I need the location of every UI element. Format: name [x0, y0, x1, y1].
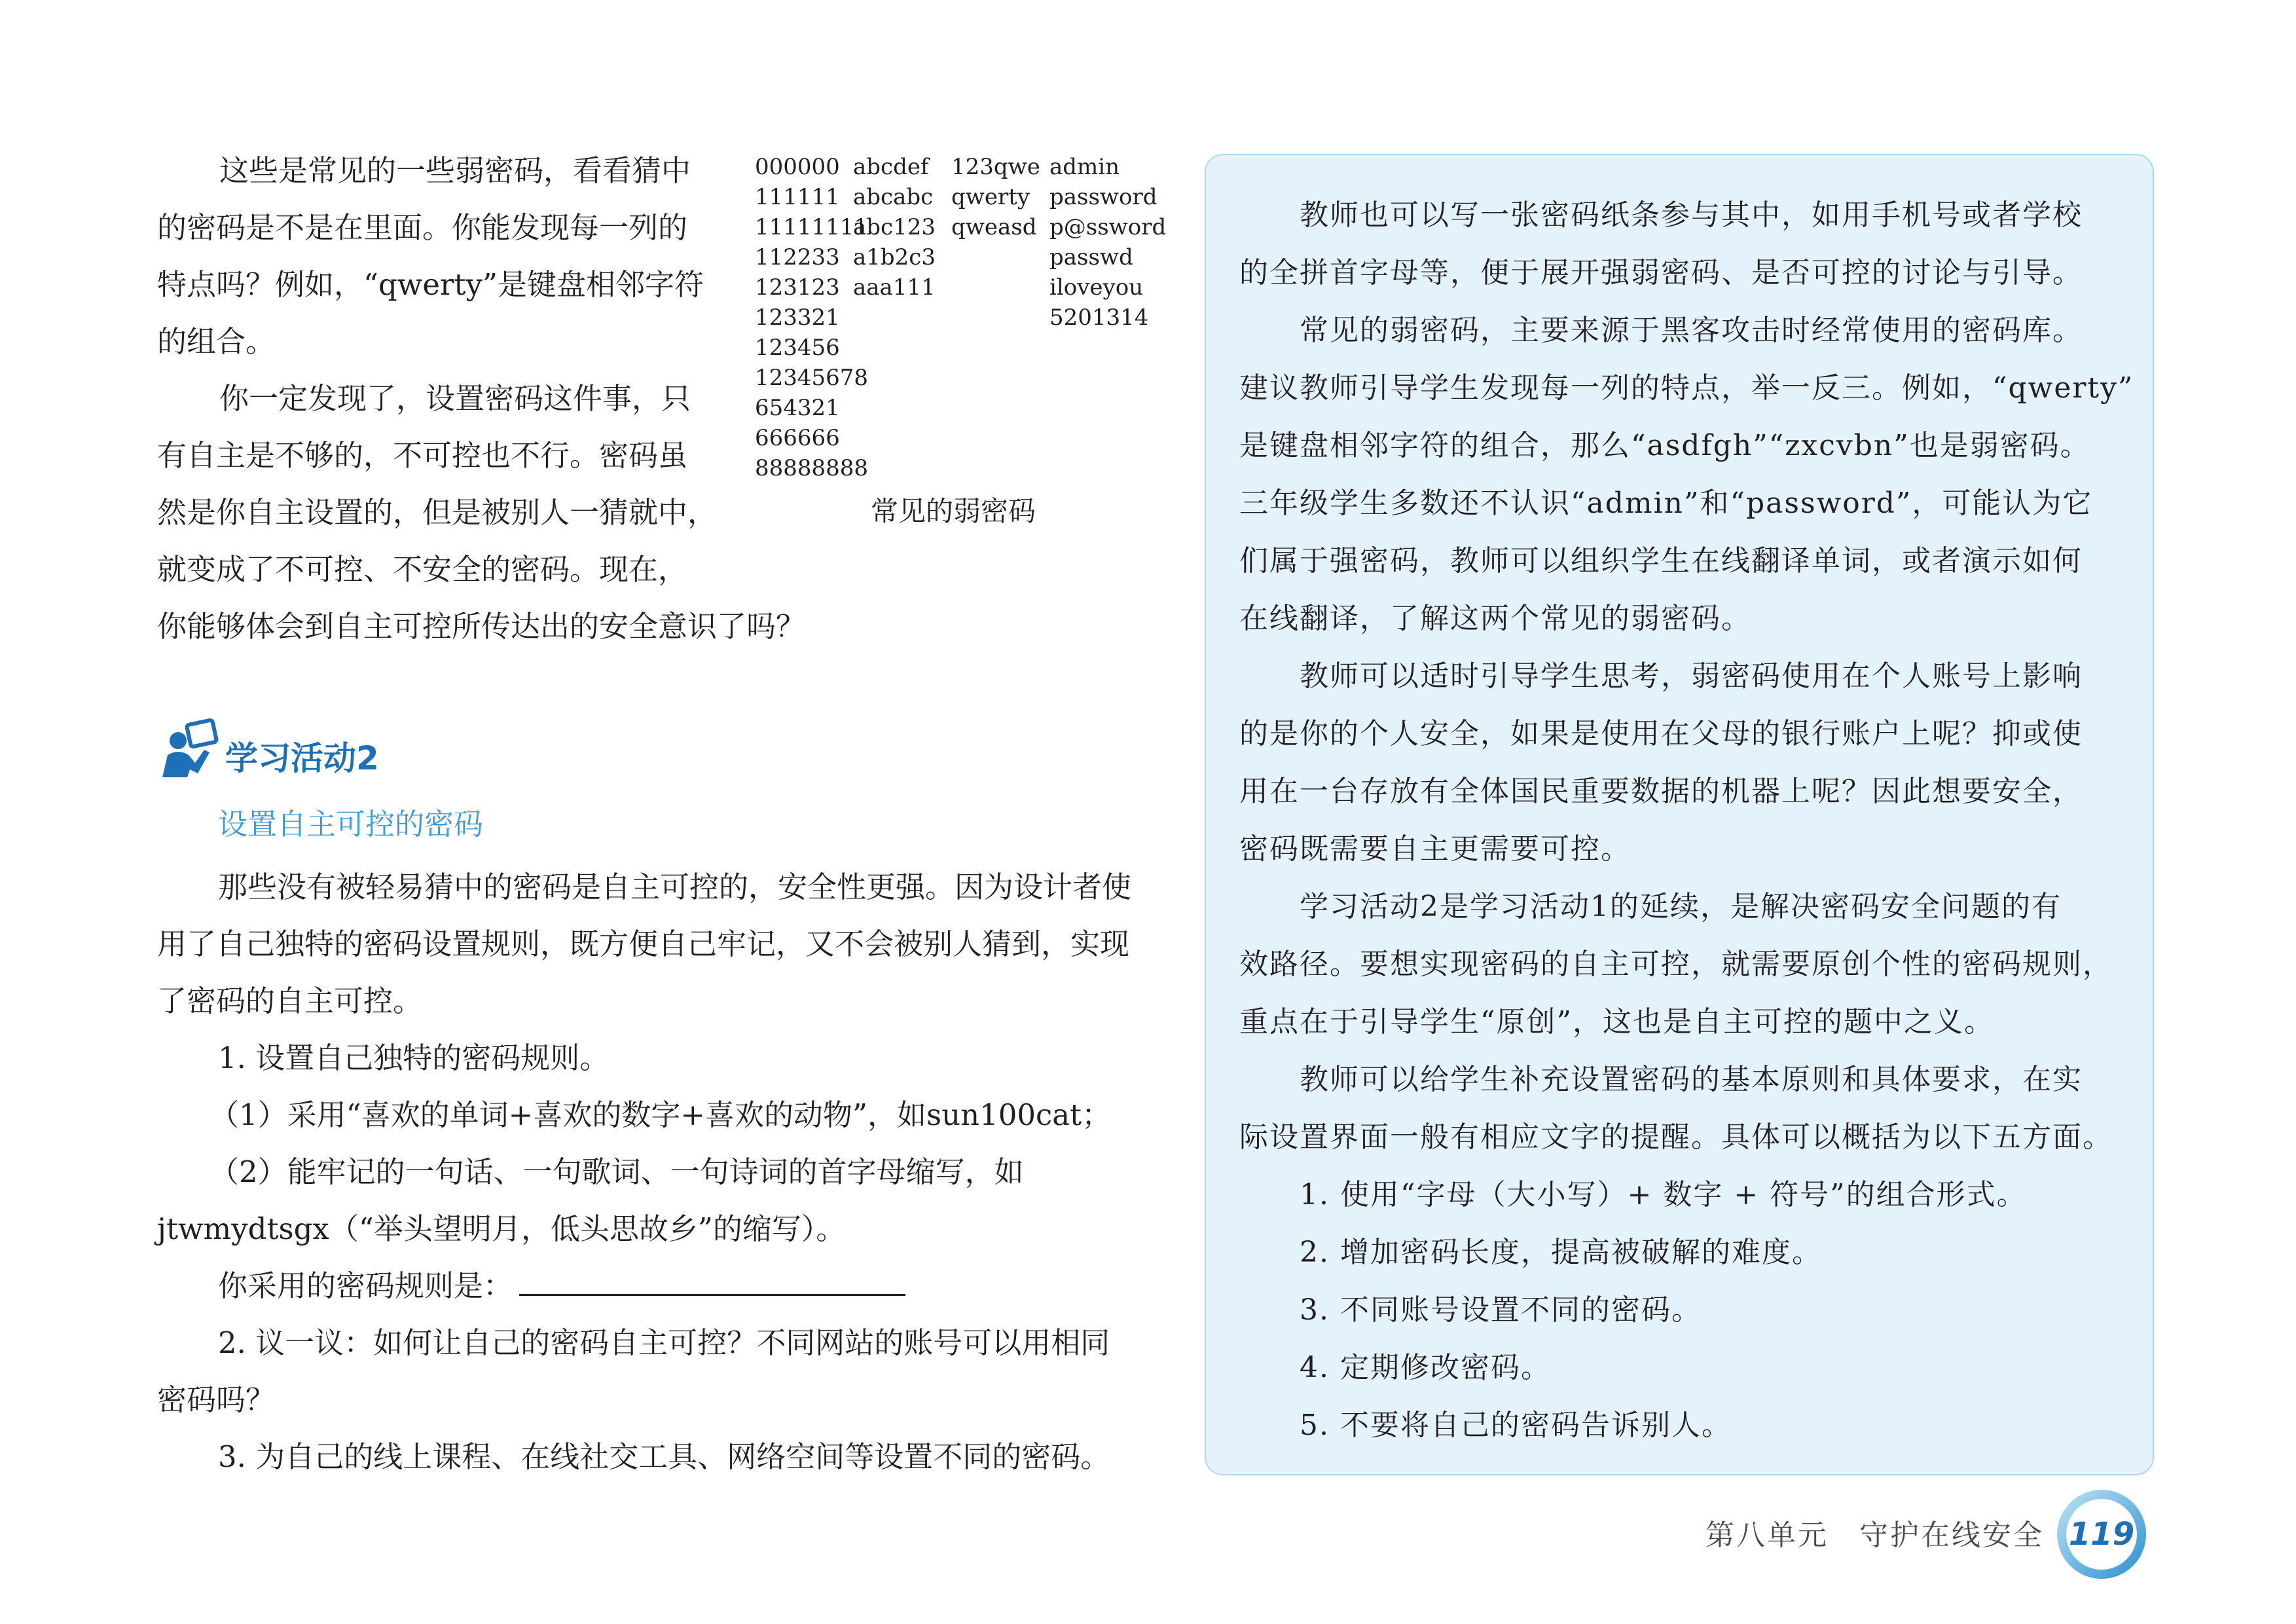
password-item: a1b2c3 — [853, 244, 936, 270]
password-item: abcabc — [853, 184, 934, 210]
intro-line-4: 的组合。 — [157, 324, 276, 359]
note-line: 学习活动2是学习活动1的延续，是解决密码安全问题的有 — [1300, 890, 2062, 923]
password-item: 666666 — [755, 425, 840, 451]
intro-line-1: 这些是常见的一些弱密码，看看猜中 — [219, 153, 691, 188]
note-line: 密码既需要自主更需要可控。 — [1239, 832, 1631, 866]
password-item: abcdef — [853, 154, 929, 180]
password-item: 111111 — [755, 184, 840, 210]
activity-line-3: 了密码的自主可控。 — [157, 984, 423, 1018]
rule-heading: 1. 设置自己独特的密码规则。 — [218, 1041, 610, 1075]
rule-example-2: （2）能牢记的一句话、一句歌词、一句诗词的首字母缩写，如 — [210, 1154, 1024, 1189]
password-item: password — [1049, 184, 1157, 210]
note-list-item: 5. 不要将自己的密码告诉别人。 — [1300, 1409, 1732, 1442]
discussion-line-1: 2. 议一议：如何让自己的密码自主可控？不同网站的账号可以用相同 — [218, 1325, 1110, 1360]
insight-line-5: 你能够体会到自主可控所传达出的安全意识了吗？ — [157, 609, 806, 644]
password-item: 12345678 — [755, 365, 869, 391]
note-line: 际设置界面一般有相应文字的提醒。具体可以概括为以下五方面。 — [1239, 1120, 2113, 1154]
note-line: 用在一台存放有全体国民重要数据的机器上呢？因此想要安全， — [1239, 775, 2083, 808]
insight-line-3: 然是你自主设置的，但是被别人一猜就中， — [157, 495, 718, 530]
insight-line-1: 你一定发现了，设置密码这件事，只 — [219, 381, 691, 416]
your-rule-label: 你采用的密码规则是： — [218, 1268, 513, 1303]
note-list-item: 1. 使用“字母（大小写）+ 数字 + 符号”的组合形式。 — [1300, 1178, 2027, 1211]
password-item: aaa111 — [853, 274, 936, 301]
password-column-numeric — [755, 152, 868, 483]
password-item: 123qwe — [951, 154, 1040, 180]
footer-unit-title: 第八单元 守护在线安全 — [1705, 1519, 2044, 1552]
password-item: 11111111 — [755, 214, 869, 240]
student-at-board-icon — [156, 717, 221, 783]
password-column-words — [1049, 152, 1166, 333]
intro-line-2: 的密码是不是在里面。你能发现每一列的 — [157, 210, 688, 245]
password-column-keyboard — [951, 152, 1040, 242]
password-item: 5201314 — [1049, 304, 1149, 331]
your-rule-prompt — [218, 1257, 905, 1314]
password-item: 112233 — [755, 244, 840, 270]
note-line: 在线翻译，了解这两个常见的弱密码。 — [1239, 602, 1751, 635]
password-item: 000000 — [755, 154, 840, 180]
teacher-note-box — [1205, 154, 2154, 1475]
note-list-item: 2. 增加密码长度，提高被破解的难度。 — [1300, 1236, 1822, 1269]
insight-line-4: 就变成了不可控、不安全的密码。现在， — [157, 552, 688, 587]
discussion-line-2: 密码吗？ — [157, 1382, 276, 1417]
note-line: 的全拼首字母等，便于展开强弱密码、是否可控的讨论与引导。 — [1239, 256, 2083, 289]
password-item: qweasd — [951, 214, 1037, 240]
password-item: iloveyou — [1049, 274, 1144, 301]
note-list-item: 4. 定期修改密码。 — [1300, 1351, 1551, 1384]
insight-line-2: 有自主是不够的，不可控也不行。密码虽 — [157, 438, 688, 473]
password-item: 123321 — [755, 304, 840, 331]
page-number: 119 — [2068, 1516, 2135, 1553]
password-item: qwerty — [951, 184, 1030, 210]
note-line: 教师可以适时引导学生思考，弱密码使用在个人账号上影响 — [1300, 659, 2083, 693]
your-rule-blank[interactable] — [519, 1268, 905, 1296]
password-item: 654321 — [755, 395, 840, 421]
activity-line-1: 那些没有被轻易猜中的密码是自主可控的，安全性更强。因为设计者使 — [218, 870, 1132, 904]
note-line: 的是你的个人安全，如果是使用在父母的银行账户上呢？抑或使 — [1239, 717, 2083, 750]
password-item: admin — [1049, 154, 1120, 180]
activity-title: 学习活动2 — [225, 739, 379, 777]
rule-example-2-cont: jtwmydtsgx（“举头望明月，低头思故乡”的缩写）。 — [157, 1211, 846, 1246]
note-line: 三年级学生多数还不认识“admin”和“password”，可能认为它 — [1239, 487, 2093, 520]
note-line: 教师可以给学生补充设置密码的基本原则和具体要求，在实 — [1300, 1063, 2083, 1096]
password-item: 123123 — [755, 274, 840, 301]
note-line: 教师也可以写一张密码纸条参与其中，如用手机号或者学校 — [1300, 198, 2083, 232]
activity-subtitle: 设置自主可控的密码 — [218, 807, 484, 841]
note-line: 效路径。要想实现密码的自主可控，就需要原创个性的密码规则， — [1239, 948, 2113, 981]
note-line: 们属于强密码，教师可以组织学生在线翻译单词，或者演示如何 — [1239, 544, 2083, 578]
password-item: abc123 — [853, 214, 936, 240]
note-line: 常见的弱密码，主要来源于黑客攻击时经常使用的密码库。 — [1300, 314, 2083, 347]
password-item: passwd — [1049, 244, 1133, 270]
password-table-caption: 常见的弱密码 — [871, 495, 1036, 527]
password-item: 88888888 — [755, 455, 869, 481]
note-line: 重点在于引导学生“原创”，这也是自主可控的题中之义。 — [1239, 1005, 1994, 1039]
password-item: p@ssword — [1049, 214, 1167, 240]
activity-line-2: 用了自己独特的密码设置规则，既方便自己牢记，又不会被别人猜到，实现 — [157, 927, 1130, 961]
password-column-alpha — [853, 152, 936, 303]
note-line: 是键盘相邻字符的组合，那么“asdfgh”“zxcvbn”也是弱密码。 — [1239, 429, 2090, 462]
rule-example-1: （1）采用“喜欢的单词+喜欢的数字+喜欢的动物”，如sun100cat； — [210, 1098, 1112, 1132]
intro-line-3: 特点吗？例如，“qwerty”是键盘相邻字符 — [157, 267, 704, 302]
note-list-item: 3. 不同账号设置不同的密码。 — [1300, 1293, 1702, 1327]
note-line: 建议教师引导学生发现每一列的特点，举一反三。例如，“qwerty” — [1239, 371, 2134, 405]
password-item: 123456 — [755, 335, 840, 361]
task-line: 3. 为自己的线上课程、在线社交工具、网络空间等设置不同的密码。 — [218, 1439, 1110, 1474]
